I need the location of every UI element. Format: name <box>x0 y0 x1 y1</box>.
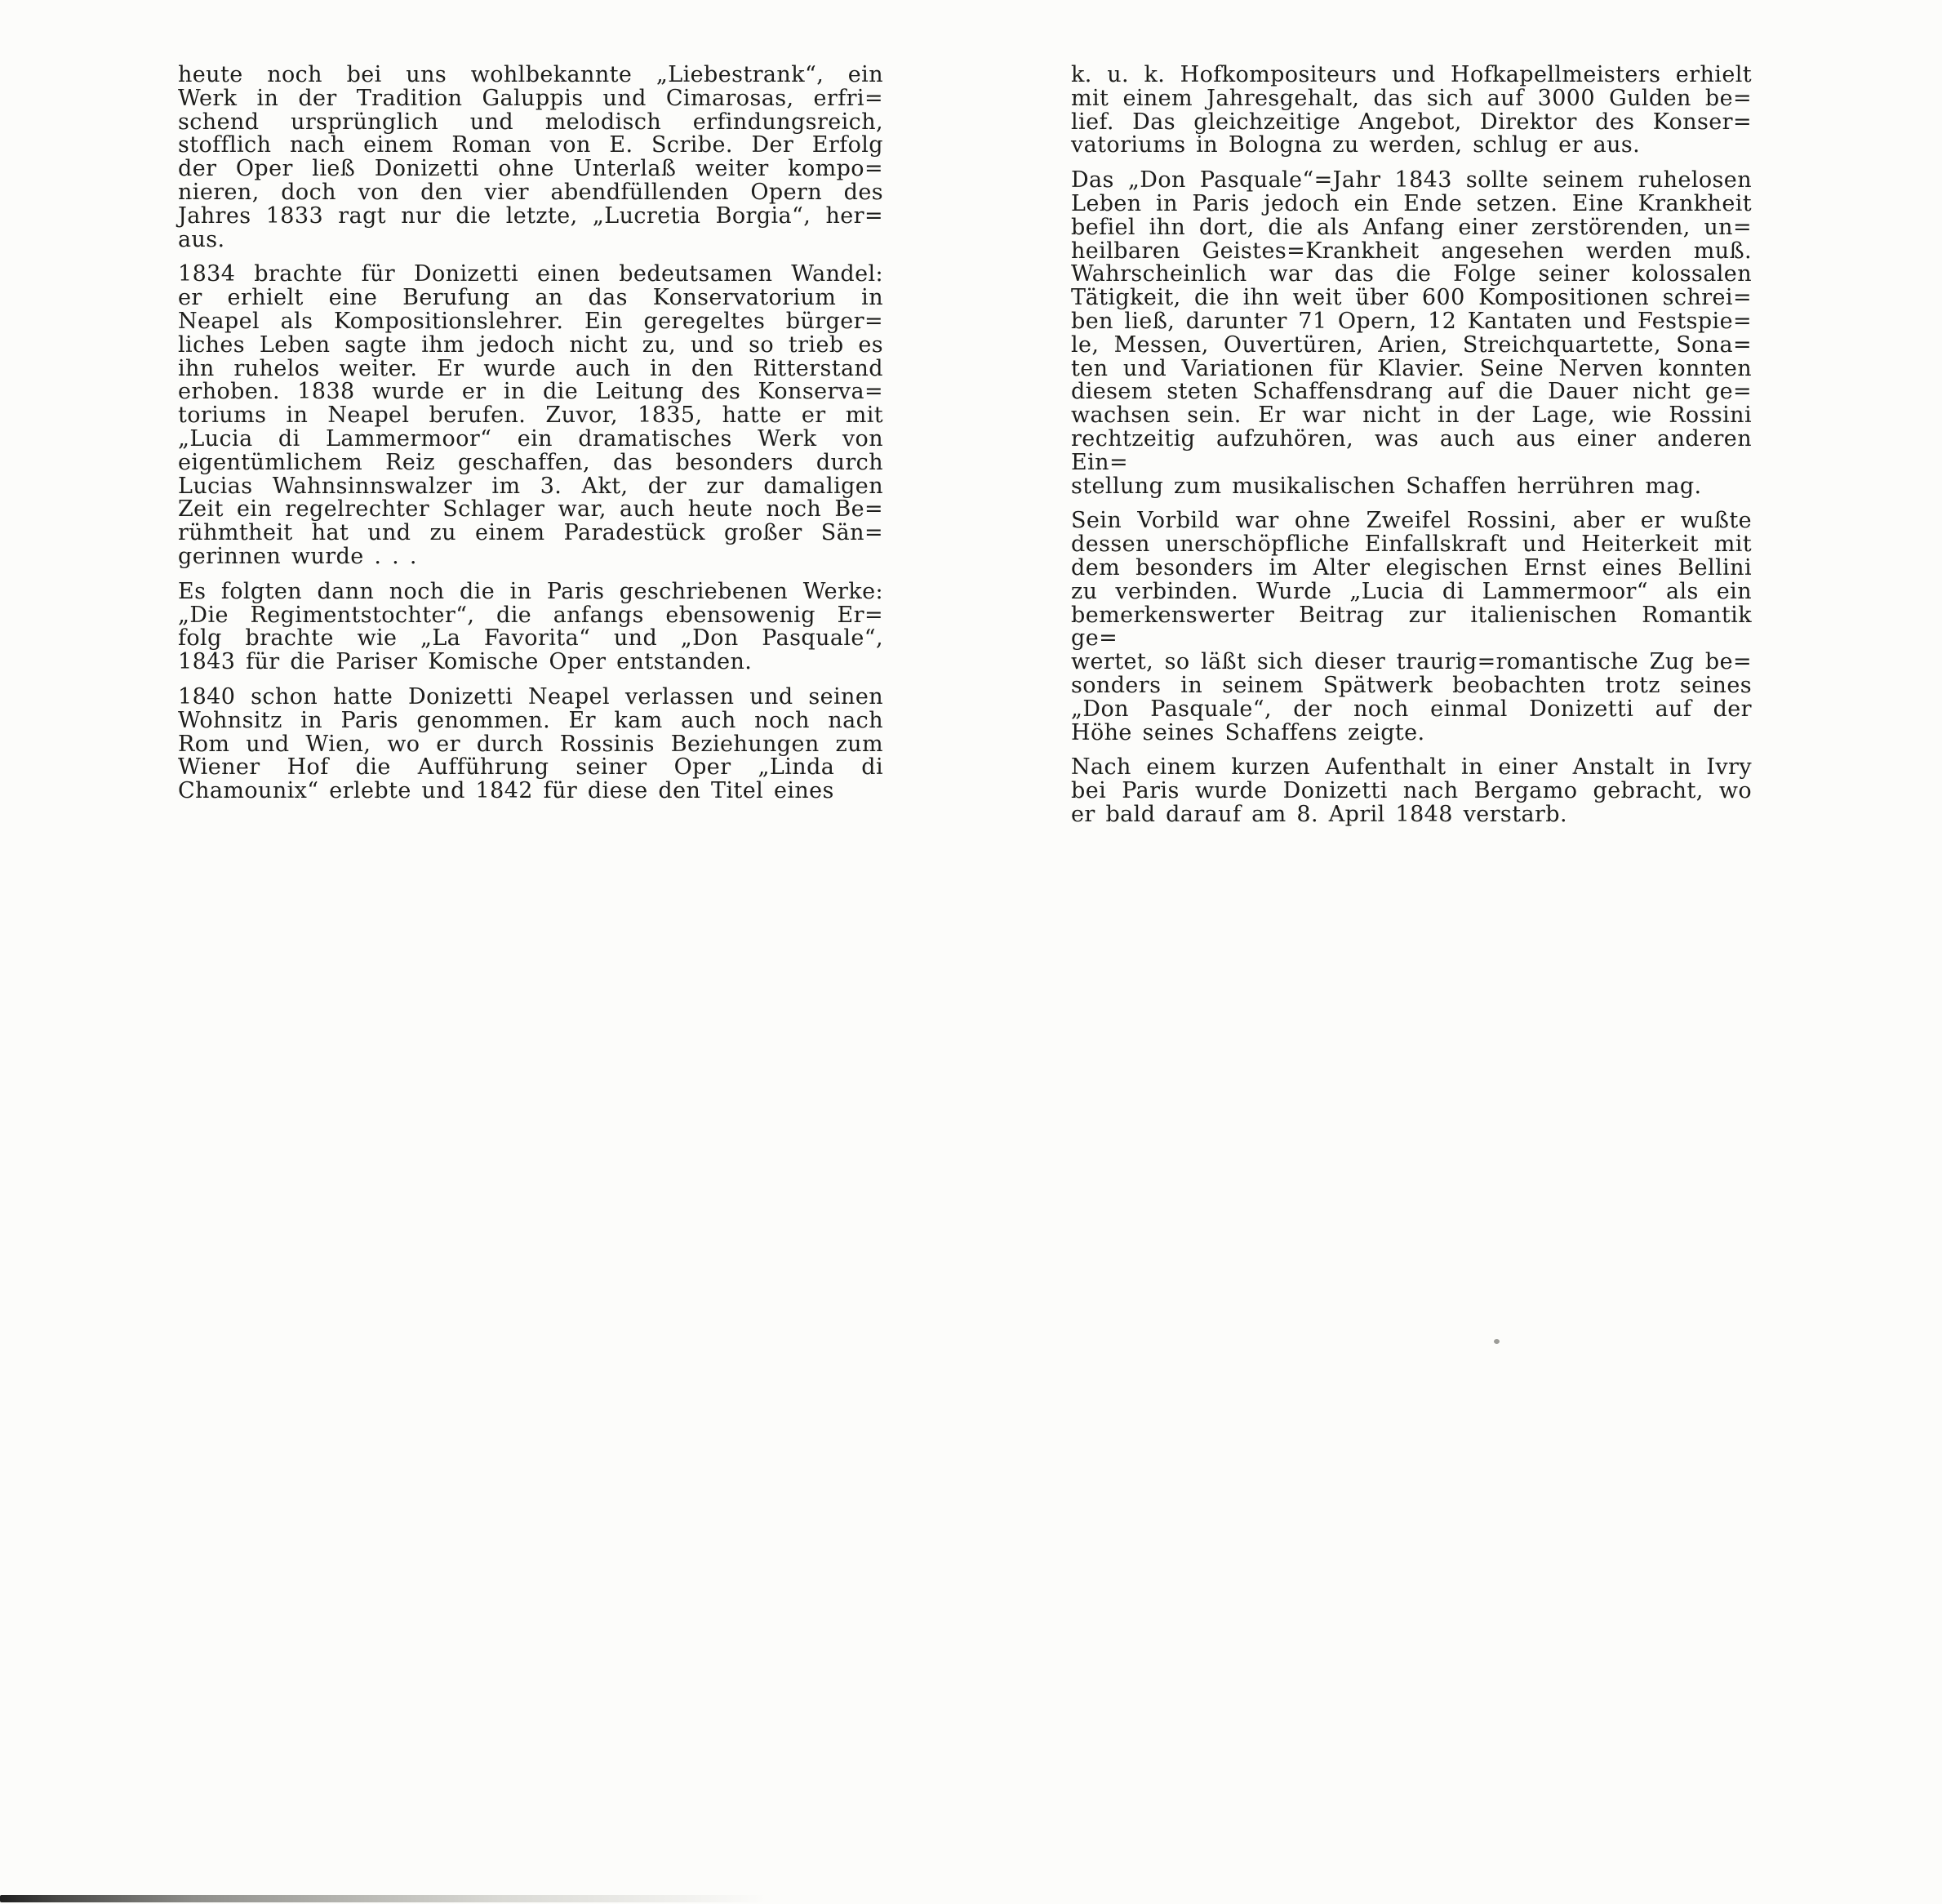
text-line: lief. Das gleichzeitige Angebot, Direktor des Konser= <box>1071 109 1752 135</box>
text-line: Chamounix“ erlebte und 1842 für diese den Titel eines <box>178 778 834 804</box>
text-line: „Die Regimentstochter“, die anfangs ebensowenig Er= <box>178 602 883 628</box>
text-column-left <box>178 64 883 815</box>
text-line: 1840 schon hatte Donizetti Neapel verlassen und seinen <box>178 683 883 710</box>
text-line: er bald darauf am 8. April 1848 verstarb. <box>1071 801 1567 827</box>
text-line: Wiener Hof die Aufführung seiner Oper „Linda di <box>178 754 883 781</box>
text-line: aus. <box>178 226 225 252</box>
text-line: mit einem Jahresgehalt, das sich auf 3000 Gulden be= <box>1071 85 1752 111</box>
text-line: dessen unerschöpfliche Einfallskraft und Heiterkeit mit <box>1071 532 1752 558</box>
scan-edge-artifact <box>0 1895 767 1902</box>
text-line: 1843 für die Pariser Komische Oper entstanden. <box>178 649 753 675</box>
text-line: zu verbinden. Wurde „Lucia di Lammermoor“ als ein <box>1071 578 1752 604</box>
text-line: bei Paris wurde Donizetti nach Bergamo gebracht, wo <box>1071 778 1752 804</box>
scan-speck-artifact <box>1494 1339 1500 1344</box>
paragraph <box>178 263 883 568</box>
text-line: Höhe seines Schaffens zeigte. <box>1071 719 1425 745</box>
text-line: sonders in seinem Spätwerk beobachten trotz seines <box>1071 672 1752 698</box>
text-column-right <box>1071 64 1752 839</box>
text-line: diesem steten Schaffensdrang auf die Dauer nicht ge= <box>1071 379 1752 405</box>
text-line: Lucias Wahnsinnswalzer im 3. Akt, der zur damaligen <box>178 473 883 499</box>
text-line: liches Leben sagte ihm jedoch nicht zu, und so trieb es <box>178 331 883 358</box>
text-line: dem besonders im Alter elegischen Ernst eines Bellini <box>1071 554 1752 581</box>
text-line: Jahres 1833 ragt nur die letzte, „Lucretia Borgia“, her= <box>178 202 883 229</box>
text-line: rechtzeitig aufzuhören, was auch aus einer anderen Ein= <box>1071 425 1752 475</box>
text-line: Tätigkeit, die ihn weit über 600 Kompositionen schrei= <box>1071 285 1752 311</box>
text-line: ben ließ, darunter 71 Opern, 12 Kantaten und Festspie= <box>1071 308 1752 334</box>
text-line: heilbaren Geistes=Krankheit angesehen werden muß. <box>1071 238 1752 264</box>
paragraph <box>178 64 883 251</box>
text-line: le, Messen, Ouvertüren, Arien, Streichquartette, Sona= <box>1071 331 1752 358</box>
paragraph <box>1071 169 1752 498</box>
text-line: rühmtheit hat und zu einem Paradestück großer Sän= <box>178 520 883 546</box>
text-line: ten und Variationen für Klavier. Seine Nerven konnten <box>1071 355 1752 381</box>
text-line: erhoben. 1838 wurde er in die Leitung des Konserva= <box>178 379 883 405</box>
paragraph <box>178 578 883 675</box>
text-line: er erhielt eine Berufung an das Konservatorium in <box>178 285 883 311</box>
paragraph <box>1071 756 1752 826</box>
text-line: Leben in Paris jedoch ein Ende setzen. Eine Krankheit <box>1071 190 1752 216</box>
paragraph <box>1071 64 1752 158</box>
text-line: Neapel als Kompositionslehrer. Ein geregeltes bürger= <box>178 308 883 334</box>
text-line: Das „Don Pasquale“=Jahr 1843 sollte seinem ruhelosen <box>1071 167 1752 194</box>
text-line: Wahrscheinlich war das die Folge seiner kolossalen <box>1071 261 1752 287</box>
text-line: wertet, so läßt sich dieser traurig=romantische Zug be= <box>1071 649 1752 675</box>
paragraph <box>178 683 883 804</box>
paragraph <box>1071 509 1752 745</box>
text-line: „Don Pasquale“, der noch einmal Donizetti auf der <box>1071 696 1752 722</box>
text-line: bemerkenswerter Beitrag zur italienischen Romantik ge= <box>1071 602 1752 652</box>
text-line: schend ursprünglich und melodisch erfindungsreich, <box>178 109 883 135</box>
text-line: k. u. k. Hofkompositeurs und Hofkapellmeisters erhielt <box>1071 62 1752 87</box>
text-line: stellung zum musikalischen Schaffen herrühren mag. <box>1071 473 1702 499</box>
text-line: Zeit ein regelrechter Schlager war, auch heute noch Be= <box>178 496 883 523</box>
text-line: toriums in Neapel berufen. Zuvor, 1835, hatte er mit <box>178 403 883 429</box>
text-line: vatoriums in Bologna zu werden, schlug er aus. <box>1071 132 1641 158</box>
text-line: stofflich nach einem Roman von E. Scribe. Der Erfolg <box>178 132 883 158</box>
text-line: Es folgten dann noch die in Paris geschriebenen Werke: <box>178 578 883 604</box>
text-line: Wohnsitz in Paris genommen. Er kam auch noch nach <box>178 707 883 733</box>
text-line: gerinnen wurde . . . <box>178 543 417 569</box>
text-line: folg brachte wie „La Favorita“ und „Don Pasquale“, <box>178 625 883 652</box>
text-line: ihn ruhelos weiter. Er wurde auch in den Ritterstand <box>178 355 883 381</box>
text-line: eigentümlichem Reiz geschaffen, das besonders durch <box>178 449 883 475</box>
text-line: wachsen sein. Er war nicht in der Lage, wie Rossini <box>1071 403 1752 429</box>
text-line: Sein Vorbild war ohne Zweifel Rossini, aber er wußte <box>1071 508 1752 534</box>
text-line: Nach einem kurzen Aufenthalt in einer Anstalt in Ivry <box>1071 754 1752 781</box>
text-line: heute noch bei uns wohlbekannte „Liebestrank“, ein <box>178 62 883 87</box>
text-line: „Lucia di Lammermoor“ ein dramatisches Werk von <box>178 425 883 452</box>
text-line: 1834 brachte für Donizetti einen bedeutsamen Wandel: <box>178 261 883 287</box>
text-line: Rom und Wien, wo er durch Rossinis Beziehungen zum <box>178 731 883 757</box>
text-line: nieren, doch von den vier abendfüllenden Opern des <box>178 179 883 205</box>
text-line: der Oper ließ Donizetti ohne Unterlaß weiter kompo= <box>178 156 883 182</box>
text-line: Werk in der Tradition Galuppis und Cimarosas, erfri= <box>178 85 883 111</box>
text-line: befiel ihn dort, die als Anfang einer zerstörenden, un= <box>1071 214 1752 240</box>
